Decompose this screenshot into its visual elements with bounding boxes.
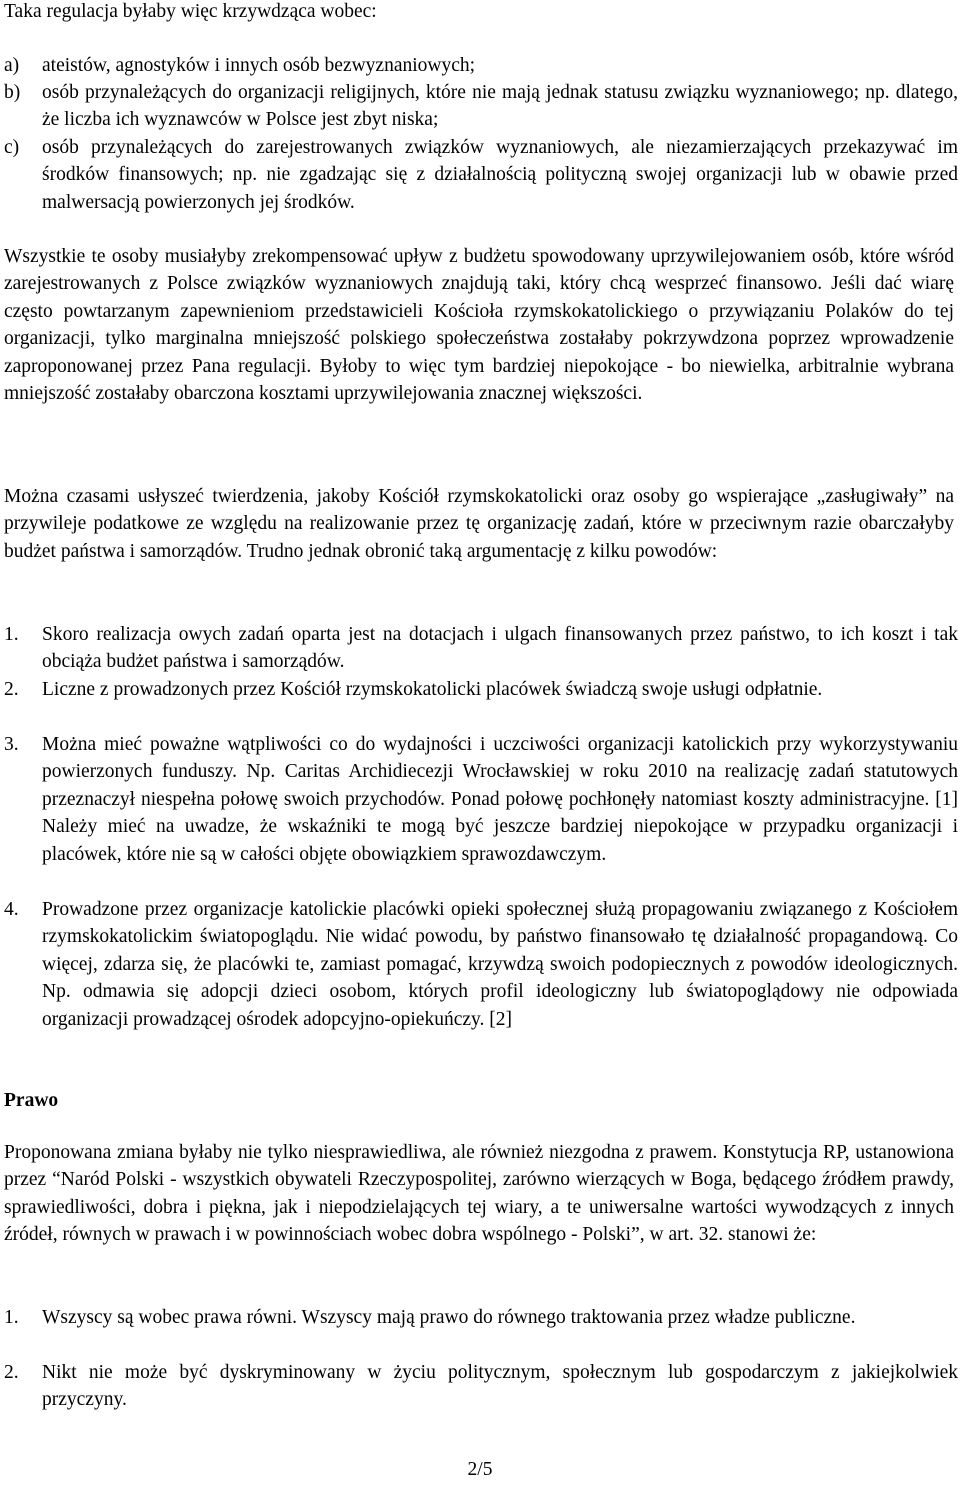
list-item-text: Liczne z prowadzonych przez Kościół rzymskokatolicki placówek świadczą swoje usługi odpłatnie. <box>42 679 823 700</box>
list-item-label: 1. <box>4 624 19 645</box>
list-item-text: osób przynależących do organizacji religijnych, które nie mają jednak statusu związku wyznaniowego; np. dlatego, że liczba ich wyznawców w Polsce jest zbyt niska; <box>42 82 958 131</box>
list-item-text: Można mieć poważne wątpliwości co do wydajności i uczciwości organizacji katolickich przy wykorzystywaniu powierzonych funduszy. Np. Caritas Archidiecezji Wrocławskiej w roku 2010 na realizację zadań statutowych przeznaczył niespełna połowę swoich przychodów. Ponad połowę pochłonęły natomiast koszty administracyjne. [1] Należy mieć na uwadze, że wskaźniki te mogą być jeszcze bardziej niepokojące w przypadku organizacji i placówek, które nie są w całości objęte obowiązkiem sprawozdawczym. <box>42 734 958 865</box>
list-item <box>4 676 958 703</box>
list-item-text: Prowadzone przez organizacje katolickie placówki opieki społecznej służą propagowaniu związanego z Kościołem rzymskokatolickim światopoglądu. Nie widać powodu, by państwo finansowało tę działalność propagandową. Co więcej, zdarza się, że placówki te, zamiast pomagać, krzywdzą swoich podopiecznych z powodów ideologicznych. Np. odmawia się adopcji dzieci osobom, których profil ideologiczny lub światopoglądowy nie odpowiada organizacji prowadzącej ośrodek adopcyjno-opiekuńczy. [2] <box>42 899 958 1030</box>
list-item <box>4 896 958 1033</box>
page-number: 2/5 <box>467 1459 493 1480</box>
list-item-label: c) <box>4 137 20 158</box>
list-item <box>4 1359 958 1414</box>
paragraph-compensation: Wszystkie te osoby musiałyby zrekompensować upływ z budżetu spowodowany uprzywilejowaniem osób, które wśród zarejestrowanych z Polsce związków wyznaniowych znajdują taki, który chcą wesprzeć finansowo. Jeśli dać wiarę często powtarzanym zapewnieniom przedstawicieli Kościoła rzymskokatolickiego o przywiązaniu Polaków do tej organizacji, tylko marginalna mniejszość polskiego społeczeństwa zostałaby pokrzywdzona poprzez wprowadzenie zaproponowanej przez Pana regulacji. Byłoby to więc tym bardziej niepokojące - bo niewielka, arbitralnie wybrana mniejszość zostałaby obarczona kosztami uprzywilejowania znacznej większości. <box>4 246 954 405</box>
list-item <box>4 731 958 868</box>
paragraph-law: Proponowana zmiana byłaby nie tylko niesprawiedliwa, ale również niezgodna z prawem. Konstytucja RP, ustanowiona przez “Naród Polski - wszystkich obywateli Rzeczypospolitej, zarówno wierzących w Boga, będącego źródłem prawdy, sprawiedliwości, dobra i piękna, jak i niepodzielających tej wiary, a te uniwersalne wartości wywodzących z innych źródeł, równych w prawach i w powinnościach wobec dobra wspólnego - Polski”, w art. 32. stanowi że: <box>4 1142 954 1246</box>
list-item-text: ateistów, agnostyków i innych osób bezwyznaniowych; <box>42 55 476 76</box>
list-item-label: 1. <box>4 1307 19 1328</box>
list-item-label: 2. <box>4 1362 19 1383</box>
list-item <box>4 621 958 676</box>
list-item <box>4 1304 958 1331</box>
section-heading: Prawo <box>4 1090 59 1111</box>
list-item-label: a) <box>4 55 20 76</box>
list-item <box>4 52 958 79</box>
list-item-label: 3. <box>4 734 19 755</box>
list-item-text: Skoro realizacja owych zadań oparta jest na dotacjach i ulgach finansowanych przez państwo, to ich koszt i tak obciąża budżet państwa i samorządów. <box>42 624 958 673</box>
list-item-label: b) <box>4 82 21 103</box>
paragraph-argumentation: Można czasami usłyszeć twierdzenia, jakoby Kościół rzymskokatolicki oraz osoby go wspierające „zasługiwały” na przywileje podatkowe ze względu na realizowanie przez tę organizację zadań, które w przeciwnym razie obarczałyby budżet państwa i samorządów. Trudno jednak obronić taką argumentację z kilku powodów: <box>4 486 954 562</box>
intro-text: Taka regulacja byłaby więc krzywdząca wobec: <box>4 1 377 22</box>
list-item <box>4 79 958 134</box>
list-item-text: osób przynależących do zarejestrowanych związków wyznaniowych, ale niezamierzających przekazywać im środków finansowych; np. nie zgadzając się z działalnością polityczną swojej organizacji lub w obawie przed malwersacją powierzonych jej środków. <box>42 137 958 213</box>
list-item-label: 2. <box>4 679 19 700</box>
list-item-text: Nikt nie może być dyskryminowany w życiu politycznym, społecznym lub gospodarczym z jakiejkolwiek przyczyny. <box>42 1362 958 1411</box>
list-item <box>4 134 958 216</box>
list-item-text: Wszyscy są wobec prawa równi. Wszyscy mają prawo do równego traktowania przez władze publiczne. <box>42 1307 856 1328</box>
list-item-label: 4. <box>4 899 19 920</box>
